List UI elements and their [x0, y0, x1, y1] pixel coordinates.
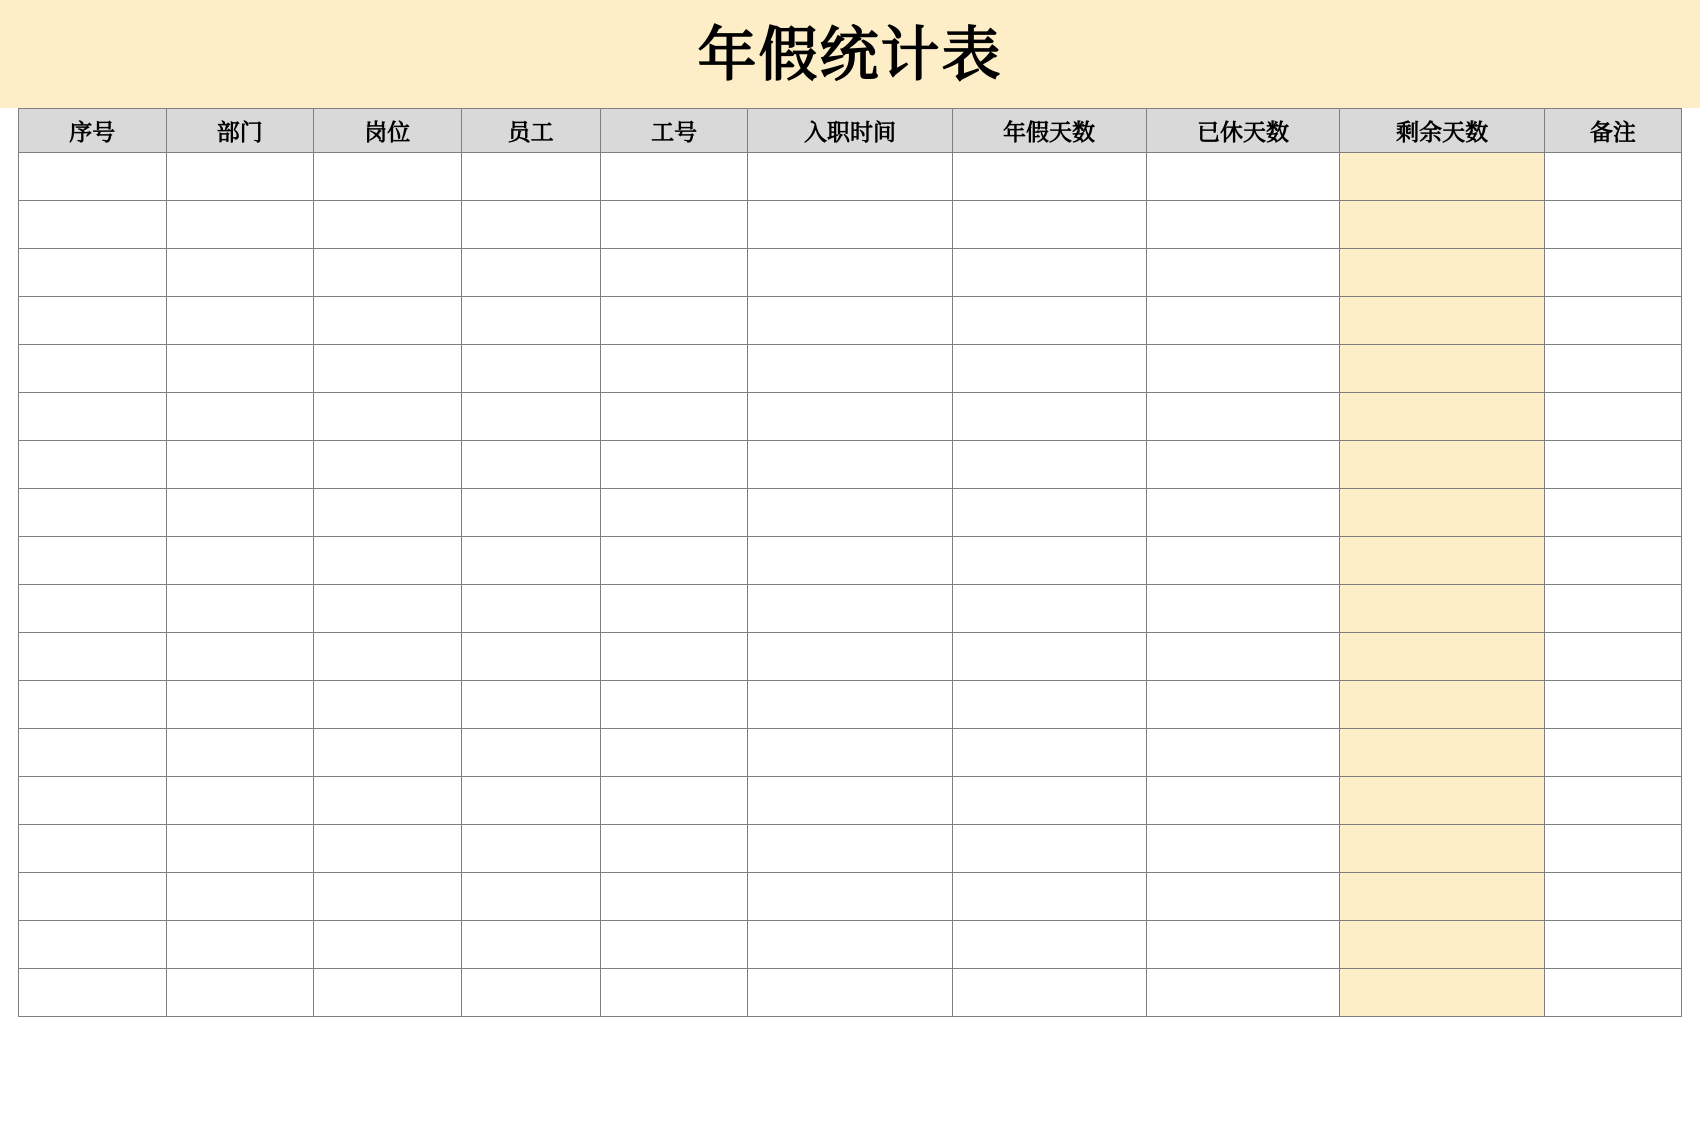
cell-employee[interactable] [461, 873, 600, 921]
cell-remaining_days[interactable] [1340, 297, 1544, 345]
cell-used_days[interactable] [1146, 921, 1340, 969]
cell-seq[interactable] [19, 585, 167, 633]
cell-position[interactable] [314, 585, 462, 633]
cell-department[interactable] [166, 969, 314, 1017]
cell-employee[interactable] [461, 537, 600, 585]
cell-seq[interactable] [19, 441, 167, 489]
cell-position[interactable] [314, 441, 462, 489]
table-row [19, 249, 1682, 297]
cell-used_days[interactable] [1146, 873, 1340, 921]
cell-employee[interactable] [461, 489, 600, 537]
table-row [19, 393, 1682, 441]
cell-hire_date[interactable] [748, 633, 952, 681]
cell-hire_date[interactable] [748, 921, 952, 969]
cell-employee[interactable] [461, 633, 600, 681]
cell-department[interactable] [166, 393, 314, 441]
cell-employee[interactable] [461, 585, 600, 633]
cell-position[interactable] [314, 921, 462, 969]
cell-employee[interactable] [461, 729, 600, 777]
cell-annual_days[interactable] [952, 153, 1146, 201]
cell-used_days[interactable] [1146, 297, 1340, 345]
cell-hire_date[interactable] [748, 681, 952, 729]
cell-employee[interactable] [461, 825, 600, 873]
cell-used_days[interactable] [1146, 777, 1340, 825]
cell-employee_no[interactable] [600, 585, 748, 633]
cell-remaining_days[interactable] [1340, 729, 1544, 777]
cell-used_days[interactable] [1146, 585, 1340, 633]
cell-employee_no[interactable] [600, 489, 748, 537]
cell-remark[interactable] [1544, 921, 1681, 969]
column-header-hire_date[interactable]: 入职时间 [748, 109, 952, 153]
cell-remark[interactable] [1544, 537, 1681, 585]
cell-used_days[interactable] [1146, 393, 1340, 441]
cell-department[interactable] [166, 921, 314, 969]
cell-employee[interactable] [461, 345, 600, 393]
cell-hire_date[interactable] [748, 201, 952, 249]
cell-employee[interactable] [461, 969, 600, 1017]
cell-employee[interactable] [461, 297, 600, 345]
cell-seq[interactable] [19, 393, 167, 441]
cell-remaining_days[interactable] [1340, 873, 1544, 921]
cell-department[interactable] [166, 345, 314, 393]
table-row [19, 681, 1682, 729]
cell-position[interactable] [314, 681, 462, 729]
cell-remark[interactable] [1544, 393, 1681, 441]
cell-annual_days[interactable] [952, 969, 1146, 1017]
cell-annual_days[interactable] [952, 441, 1146, 489]
cell-position[interactable] [314, 489, 462, 537]
cell-seq[interactable] [19, 489, 167, 537]
cell-remaining_days[interactable] [1340, 633, 1544, 681]
column-header-used_days[interactable]: 已休天数 [1146, 109, 1340, 153]
cell-remaining_days[interactable] [1340, 201, 1544, 249]
cell-seq[interactable] [19, 633, 167, 681]
title-banner [0, 0, 1700, 108]
cell-annual_days[interactable] [952, 297, 1146, 345]
table-row [19, 585, 1682, 633]
cell-seq[interactable] [19, 345, 167, 393]
cell-employee_no[interactable] [600, 633, 748, 681]
cell-department[interactable] [166, 537, 314, 585]
cell-used_days[interactable] [1146, 537, 1340, 585]
column-header-employee[interactable]: 员工 [461, 109, 600, 153]
cell-position[interactable] [314, 345, 462, 393]
column-header-remaining_days[interactable]: 剩余天数 [1340, 109, 1544, 153]
cell-remaining_days[interactable] [1340, 777, 1544, 825]
cell-hire_date[interactable] [748, 441, 952, 489]
cell-annual_days[interactable] [952, 729, 1146, 777]
cell-seq[interactable] [19, 921, 167, 969]
cell-seq[interactable] [19, 873, 167, 921]
table-row [19, 537, 1682, 585]
cell-department[interactable] [166, 297, 314, 345]
cell-seq[interactable] [19, 729, 167, 777]
cell-seq[interactable] [19, 249, 167, 297]
cell-remaining_days[interactable] [1340, 441, 1544, 489]
cell-remark[interactable] [1544, 489, 1681, 537]
cell-remark[interactable] [1544, 873, 1681, 921]
cell-position[interactable] [314, 537, 462, 585]
cell-remaining_days[interactable] [1340, 681, 1544, 729]
table-header [19, 109, 1682, 153]
cell-annual_days[interactable] [952, 777, 1146, 825]
cell-hire_date[interactable] [748, 249, 952, 297]
column-header-position[interactable]: 岗位 [314, 109, 462, 153]
cell-employee_no[interactable] [600, 969, 748, 1017]
cell-used_days[interactable] [1146, 153, 1340, 201]
cell-remark[interactable] [1544, 825, 1681, 873]
table-row [19, 921, 1682, 969]
cell-remaining_days[interactable] [1340, 969, 1544, 1017]
column-header-department[interactable]: 部门 [166, 109, 314, 153]
cell-position[interactable] [314, 873, 462, 921]
column-header-seq[interactable]: 序号 [19, 109, 167, 153]
cell-remark[interactable] [1544, 201, 1681, 249]
cell-annual_days[interactable] [952, 201, 1146, 249]
cell-remark[interactable] [1544, 729, 1681, 777]
cell-employee[interactable] [461, 681, 600, 729]
cell-position[interactable] [314, 825, 462, 873]
cell-used_days[interactable] [1146, 633, 1340, 681]
cell-department[interactable] [166, 201, 314, 249]
cell-remark[interactable] [1544, 297, 1681, 345]
cell-employee_no[interactable] [600, 441, 748, 489]
cell-hire_date[interactable] [748, 537, 952, 585]
cell-employee[interactable] [461, 249, 600, 297]
cell-hire_date[interactable] [748, 297, 952, 345]
cell-remark[interactable] [1544, 681, 1681, 729]
cell-remark[interactable] [1544, 153, 1681, 201]
header-row [19, 109, 1682, 153]
table-row [19, 201, 1682, 249]
cell-position[interactable] [314, 201, 462, 249]
cell-annual_days[interactable] [952, 345, 1146, 393]
table-row [19, 729, 1682, 777]
cell-remaining_days[interactable] [1340, 537, 1544, 585]
cell-remaining_days[interactable] [1340, 393, 1544, 441]
cell-department[interactable] [166, 681, 314, 729]
table-row [19, 441, 1682, 489]
cell-position[interactable] [314, 249, 462, 297]
cell-remaining_days[interactable] [1340, 585, 1544, 633]
cell-employee[interactable] [461, 441, 600, 489]
cell-seq[interactable] [19, 153, 167, 201]
column-header-remark[interactable]: 备注 [1544, 109, 1681, 153]
cell-annual_days[interactable] [952, 585, 1146, 633]
cell-hire_date[interactable] [748, 777, 952, 825]
table-row [19, 873, 1682, 921]
cell-employee[interactable] [461, 921, 600, 969]
cell-hire_date[interactable] [748, 873, 952, 921]
cell-hire_date[interactable] [748, 393, 952, 441]
table-row [19, 345, 1682, 393]
cell-employee[interactable] [461, 777, 600, 825]
cell-department[interactable] [166, 585, 314, 633]
cell-employee[interactable] [461, 153, 600, 201]
page-title: 年假统计表 [697, 19, 1003, 89]
cell-department[interactable] [166, 633, 314, 681]
table-body [19, 153, 1682, 1017]
cell-used_days[interactable] [1146, 489, 1340, 537]
cell-department[interactable] [166, 441, 314, 489]
cell-seq[interactable] [19, 297, 167, 345]
cell-annual_days[interactable] [952, 537, 1146, 585]
cell-position[interactable] [314, 633, 462, 681]
cell-department[interactable] [166, 153, 314, 201]
table-row [19, 825, 1682, 873]
cell-remaining_days[interactable] [1340, 153, 1544, 201]
table-row [19, 153, 1682, 201]
column-header-employee_no[interactable]: 工号 [600, 109, 748, 153]
column-header-annual_days[interactable]: 年假天数 [952, 109, 1146, 153]
cell-remaining_days[interactable] [1340, 489, 1544, 537]
cell-position[interactable] [314, 297, 462, 345]
cell-employee_no[interactable] [600, 153, 748, 201]
cell-annual_days[interactable] [952, 633, 1146, 681]
cell-hire_date[interactable] [748, 969, 952, 1017]
cell-employee_no[interactable] [600, 873, 748, 921]
cell-remark[interactable] [1544, 249, 1681, 297]
cell-position[interactable] [314, 393, 462, 441]
annual-leave-table [18, 108, 1682, 1017]
cell-used_days[interactable] [1146, 345, 1340, 393]
cell-used_days[interactable] [1146, 825, 1340, 873]
cell-employee_no[interactable] [600, 777, 748, 825]
cell-hire_date[interactable] [748, 585, 952, 633]
table-row [19, 777, 1682, 825]
cell-department[interactable] [166, 777, 314, 825]
cell-employee_no[interactable] [600, 921, 748, 969]
cell-remark[interactable] [1544, 633, 1681, 681]
cell-annual_days[interactable] [952, 393, 1146, 441]
cell-remark[interactable] [1544, 585, 1681, 633]
cell-seq[interactable] [19, 681, 167, 729]
cell-hire_date[interactable] [748, 825, 952, 873]
cell-used_days[interactable] [1146, 969, 1340, 1017]
cell-employee_no[interactable] [600, 825, 748, 873]
cell-department[interactable] [166, 825, 314, 873]
cell-remaining_days[interactable] [1340, 345, 1544, 393]
cell-position[interactable] [314, 777, 462, 825]
cell-employee_no[interactable] [600, 393, 748, 441]
cell-position[interactable] [314, 729, 462, 777]
cell-annual_days[interactable] [952, 921, 1146, 969]
cell-employee_no[interactable] [600, 201, 748, 249]
cell-department[interactable] [166, 489, 314, 537]
cell-position[interactable] [314, 969, 462, 1017]
cell-hire_date[interactable] [748, 489, 952, 537]
cell-remark[interactable] [1544, 441, 1681, 489]
cell-hire_date[interactable] [748, 729, 952, 777]
cell-used_days[interactable] [1146, 681, 1340, 729]
cell-remaining_days[interactable] [1340, 825, 1544, 873]
cell-department[interactable] [166, 249, 314, 297]
cell-remark[interactable] [1544, 345, 1681, 393]
cell-employee_no[interactable] [600, 681, 748, 729]
table-row [19, 969, 1682, 1017]
table-row [19, 297, 1682, 345]
cell-employee_no[interactable] [600, 249, 748, 297]
cell-used_days[interactable] [1146, 729, 1340, 777]
cell-employee_no[interactable] [600, 345, 748, 393]
cell-employee[interactable] [461, 201, 600, 249]
cell-employee_no[interactable] [600, 729, 748, 777]
cell-used_days[interactable] [1146, 249, 1340, 297]
cell-hire_date[interactable] [748, 153, 952, 201]
cell-seq[interactable] [19, 969, 167, 1017]
cell-seq[interactable] [19, 777, 167, 825]
cell-employee_no[interactable] [600, 297, 748, 345]
cell-annual_days[interactable] [952, 825, 1146, 873]
table-row [19, 633, 1682, 681]
cell-seq[interactable] [19, 537, 167, 585]
cell-remark[interactable] [1544, 969, 1681, 1017]
cell-annual_days[interactable] [952, 873, 1146, 921]
cell-used_days[interactable] [1146, 201, 1340, 249]
cell-annual_days[interactable] [952, 681, 1146, 729]
table-container [0, 108, 1700, 1017]
cell-annual_days[interactable] [952, 249, 1146, 297]
cell-employee_no[interactable] [600, 537, 748, 585]
table-row [19, 489, 1682, 537]
cell-position[interactable] [314, 153, 462, 201]
cell-annual_days[interactable] [952, 489, 1146, 537]
cell-remaining_days[interactable] [1340, 249, 1544, 297]
cell-seq[interactable] [19, 825, 167, 873]
cell-seq[interactable] [19, 201, 167, 249]
cell-hire_date[interactable] [748, 345, 952, 393]
cell-department[interactable] [166, 873, 314, 921]
cell-remark[interactable] [1544, 777, 1681, 825]
cell-employee[interactable] [461, 393, 600, 441]
cell-department[interactable] [166, 729, 314, 777]
cell-remaining_days[interactable] [1340, 921, 1544, 969]
cell-used_days[interactable] [1146, 441, 1340, 489]
